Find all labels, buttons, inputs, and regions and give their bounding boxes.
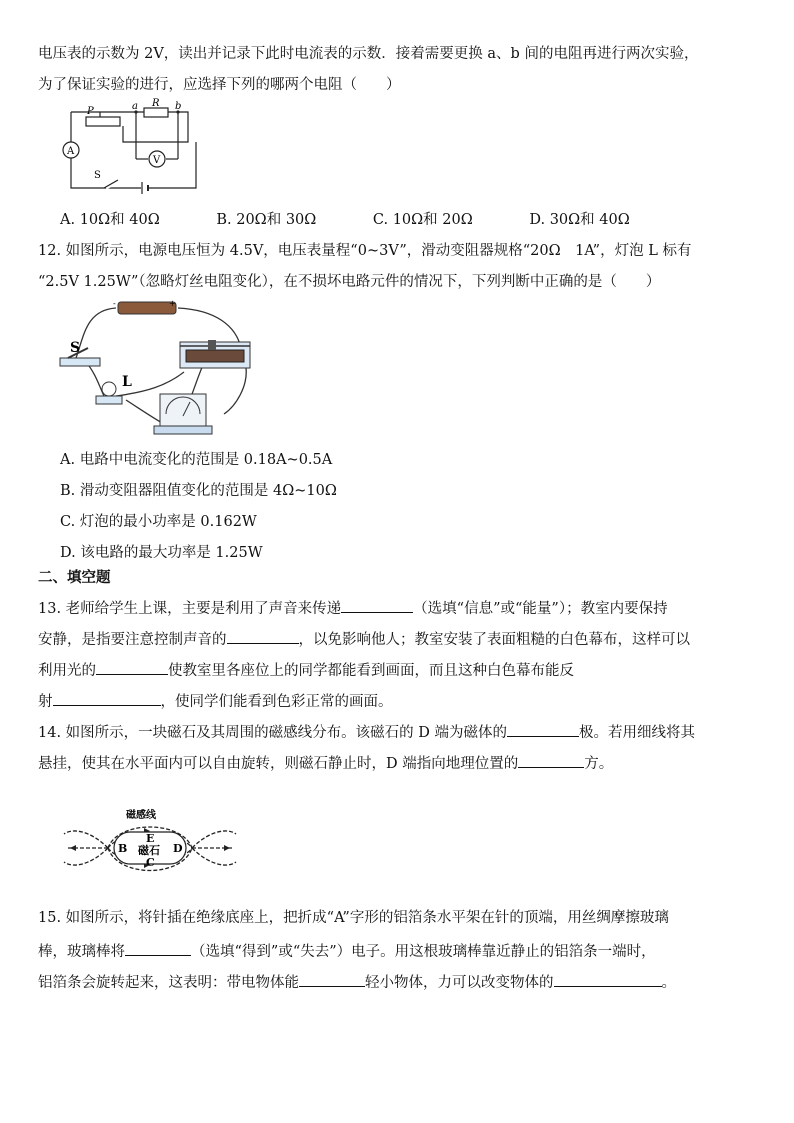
q13-blank-1[interactable] — [341, 596, 413, 613]
q15-text: 铝箔条会旋转起来，这表明：带电物体能 — [38, 975, 299, 991]
q12-option-d[interactable]: D. 该电路的最大功率是 1.25W — [60, 545, 263, 561]
section-heading-fill-blank: 二、填空题 — [38, 570, 111, 586]
q15-line1: 15. 如图所示，将针插在绝缘底座上，把折成“A”字形的铝箔条水平架在针的顶端，用丝绸摩擦玻璃 — [38, 910, 669, 926]
battery-plus-label: + — [169, 299, 176, 308]
q11-circuit-diagram — [56, 98, 206, 196]
q11-option-b[interactable]: B. 20Ω和 30Ω — [216, 212, 317, 228]
q15-text: 。 — [661, 975, 676, 991]
point-e-label: E — [146, 832, 155, 845]
q12-option-c[interactable]: C. 灯泡的最小功率是 0.162W — [60, 514, 257, 530]
q14-text: 悬挂，使其在水平面内可以自由旋转，则磁石静止时，D 端指向地理位置的 — [38, 756, 519, 772]
q11-option-c[interactable]: C. 10Ω和 20Ω — [372, 212, 473, 228]
q14-line2 — [38, 751, 613, 774]
q12-option-a[interactable]: A. 电路中电流变化的范围是 0.18A~0.5A — [60, 452, 333, 468]
q12-text-line1: 12. 如图所示，电源电压恒为 4.5V，电压表量程“0~3V”，滑动变阻器规格“20Ω 1A”，灯泡 L 标有 — [38, 243, 692, 259]
q15-text: （选填“得到”或“失去”）电子。用这根玻璃棒靠近静止的铝箔条一端时， — [191, 944, 656, 960]
battery-icon — [118, 302, 176, 314]
end-b-label: B — [118, 842, 128, 855]
battery-minus-label: - — [113, 299, 116, 308]
label-a: a — [132, 101, 138, 112]
q13-blank-3[interactable] — [96, 658, 168, 675]
q15-text: 轻小物体，力可以改变物体的 — [365, 975, 554, 991]
switch-label: S — [94, 170, 101, 181]
q13-text: ，使同学们能看到色彩正常的画面。 — [160, 694, 393, 710]
ammeter-symbol: A — [67, 146, 75, 157]
field-lines-label: 磁感线 — [126, 810, 156, 821]
q14-magnet-field-figure — [60, 810, 240, 886]
label-b: b — [175, 101, 182, 112]
q13-text: 13. 老师给学生上课，主要是利用了声音来传递 — [38, 601, 342, 617]
q15-blank-1[interactable] — [125, 939, 191, 956]
q13-text: 利用光的 — [38, 663, 96, 679]
q11-option-a[interactable]: A. 10Ω和 40Ω — [60, 212, 160, 228]
label-p: P — [87, 106, 94, 117]
q15-line2 — [38, 939, 656, 962]
q12-text-line2: “2.5V 1.25W”（忽略灯丝电阻变化），在不损坏电路元件的情况下，下列判断中正确的是（ ） — [38, 274, 661, 290]
q14-text: 14. 如图所示，一块磁石及其周围的磁感线分布。该磁石的 D 端为磁体的 — [38, 725, 508, 741]
q13-blank-4[interactable] — [53, 689, 161, 706]
q13-line3 — [38, 658, 574, 681]
q11-text-line1: 电压表的示数为 2V，读出并记录下此时电流表的示数．接着需要更换 a、b 间的电阻再进行两次实验， — [38, 46, 699, 62]
q13-text: 射 — [38, 694, 53, 710]
lamp-label: L — [122, 374, 132, 390]
q13-line1 — [38, 596, 668, 619]
point-c-label: C — [146, 856, 155, 869]
end-d-label: D — [173, 842, 183, 855]
q13-text: ，以免影响他人；教室安装了表面粗糙的白色幕布，这样可以 — [298, 632, 690, 648]
switch-label: S — [70, 340, 81, 356]
q13-line4 — [38, 689, 393, 712]
q15-text: 棒，玻璃棒将 — [38, 944, 125, 960]
q15-blank-2[interactable] — [299, 970, 365, 987]
q14-blank-2[interactable] — [518, 751, 584, 768]
q14-line1 — [38, 720, 695, 743]
label-r: R — [152, 98, 160, 109]
q11-option-d[interactable]: D. 30Ω和 40Ω — [529, 212, 630, 228]
q13-line2 — [38, 627, 690, 650]
rheostat-icon — [180, 340, 250, 368]
q14-text: 方。 — [584, 756, 614, 772]
magnet-stone-label: 磁石 — [138, 844, 160, 857]
q12-apparatus-figure — [56, 296, 266, 438]
voltmeter-icon — [154, 394, 212, 434]
q15-line3 — [38, 970, 676, 993]
q11-options — [60, 210, 682, 230]
q13-text: 安静，是指要注意控制声音的 — [38, 632, 227, 648]
voltmeter-symbol: V — [153, 155, 161, 166]
q11-text-line2: 为了保证实验的进行，应选择下列的哪两个电阻（ ） — [38, 77, 401, 93]
q14-text: 极。若用细线将其 — [579, 725, 696, 741]
q14-blank-1[interactable] — [507, 720, 579, 737]
q12-option-b[interactable]: B. 滑动变阻器阻值变化的范围是 4Ω~10Ω — [60, 483, 337, 499]
q13-text: （选填“信息”或“能量”）；教室内要保持 — [413, 601, 668, 617]
q15-blank-3[interactable] — [554, 970, 662, 987]
q13-text: 使教室里各座位上的同学都能看到画面，而且这种白色幕布能反 — [168, 663, 574, 679]
q13-blank-2[interactable] — [227, 627, 299, 644]
